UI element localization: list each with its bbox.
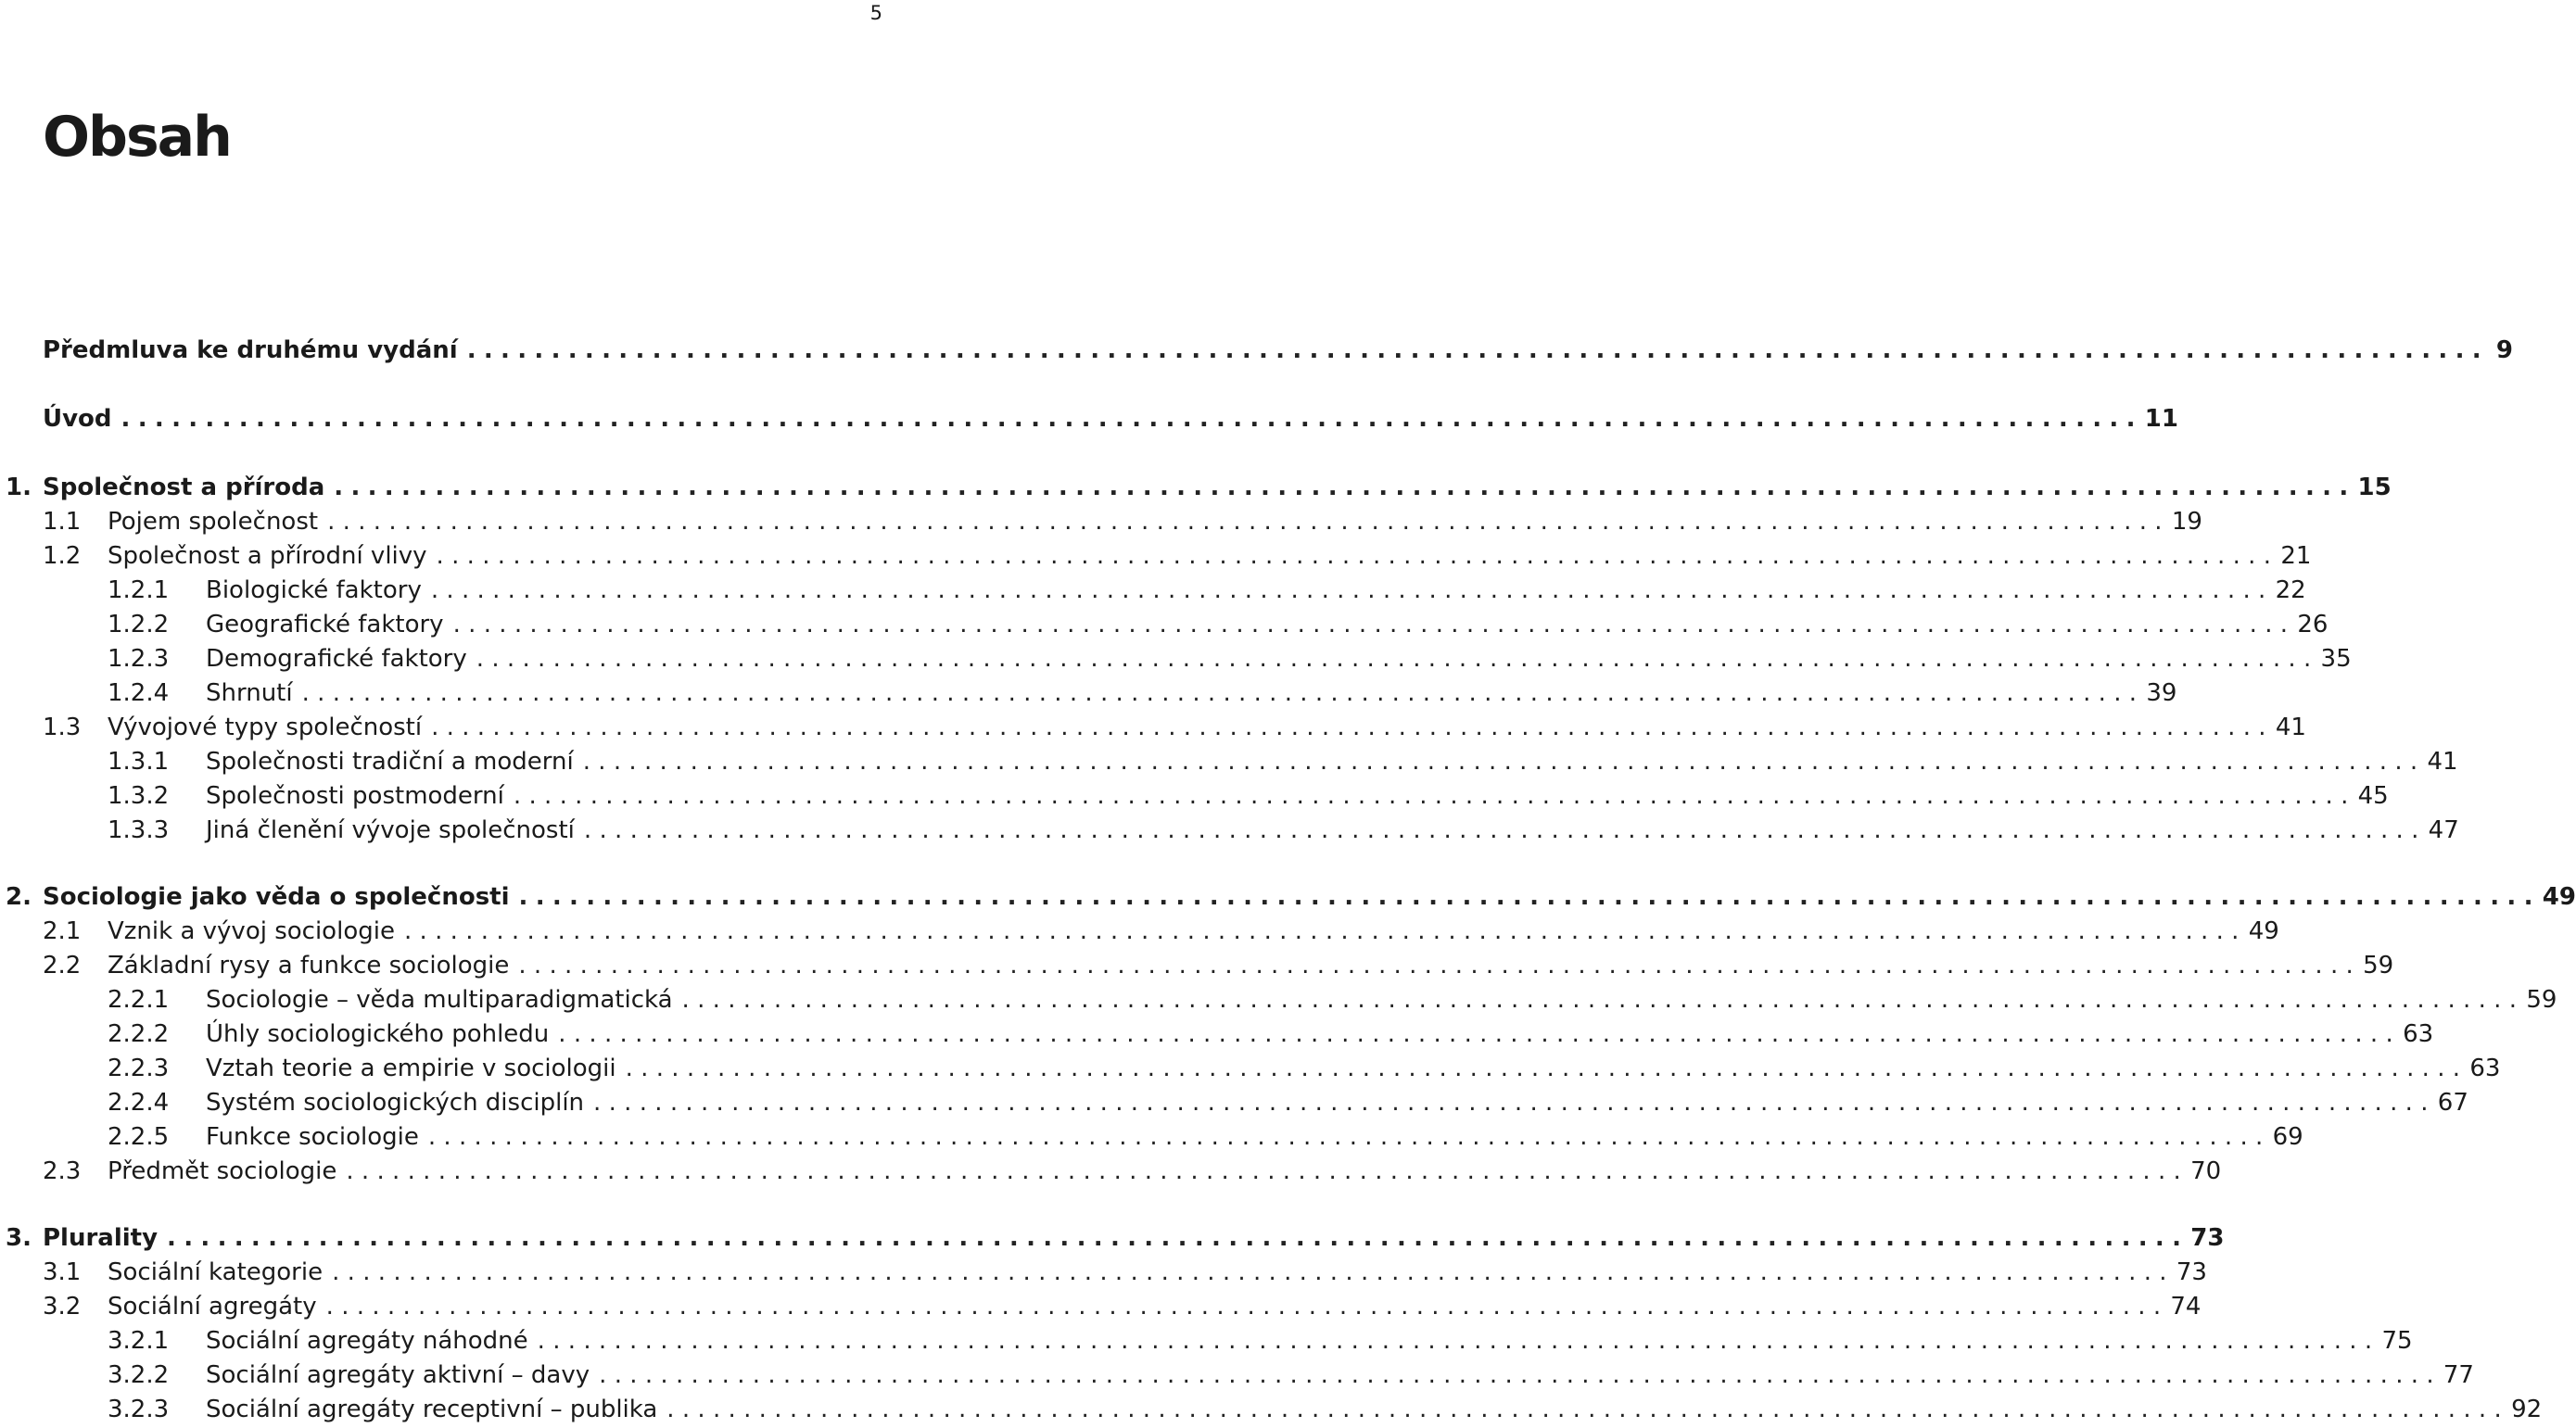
toc-entry-line xyxy=(43,471,2392,505)
toc-entry-number: 2.3 xyxy=(43,1157,82,1185)
toc-entry-line xyxy=(108,711,2306,745)
toc-entry[interactable] xyxy=(0,505,2202,539)
toc-entry-number: 1.2.4 xyxy=(108,679,170,707)
toc-entry-line xyxy=(43,402,2178,436)
toc-entry[interactable] xyxy=(0,1221,2225,1256)
toc-leader-dots: ........................................................................................................................ xyxy=(466,336,2489,364)
toc-entry-page: 39 xyxy=(2146,679,2177,707)
toc-entry[interactable] xyxy=(0,711,2306,745)
toc-entry-title: Společnosti postmoderní xyxy=(206,782,504,810)
toc-entry[interactable] xyxy=(0,1086,2468,1120)
toc-leader-dots: ........................................................................................................................ xyxy=(301,679,2145,707)
toc-entry-title: Jiná členění vývoje společností xyxy=(206,816,575,844)
toc-leader-dots: ........................................................................................................................ xyxy=(436,542,2279,570)
toc-leader-dots: ........................................................................................................................ xyxy=(513,782,2356,810)
toc-entry-title: Geografické faktory xyxy=(206,611,444,638)
toc-entry-line xyxy=(108,539,2312,574)
toc-entry-line xyxy=(206,745,2458,779)
toc-leader-dots: ........................................................................................................................ xyxy=(583,816,2427,844)
toc-entry-page: 92 xyxy=(2511,1396,2543,1423)
toc-entry-number: 1.2.2 xyxy=(108,611,170,638)
toc-entry-number: 1.3.2 xyxy=(108,782,170,810)
toc-entry-number: 1.3.3 xyxy=(108,816,170,844)
toc-entry-page: 41 xyxy=(2275,714,2306,741)
toc-entry-line xyxy=(206,608,2329,642)
toc-entry[interactable] xyxy=(0,539,2312,574)
toc-entry[interactable] xyxy=(0,745,2458,779)
page-title: Obsah xyxy=(43,105,231,170)
toc-entry-title: Vývojové typy společností xyxy=(108,714,423,741)
toc-entry-number: 3.2.1 xyxy=(108,1327,170,1355)
toc-entry-page: 69 xyxy=(2272,1123,2303,1151)
toc-leader-dots: ........................................................................................................................ xyxy=(625,1055,2468,1082)
toc-entry-page: 73 xyxy=(2190,1224,2225,1252)
toc-entry-number: 2.1 xyxy=(43,917,82,945)
toc-entry[interactable] xyxy=(0,1017,2434,1052)
toc-entry[interactable] xyxy=(0,949,2394,983)
toc-entry-line xyxy=(206,983,2557,1017)
toc-leader-dots: ........................................................................................................................ xyxy=(452,611,2296,638)
toc-entry[interactable] xyxy=(0,1256,2207,1290)
toc-entry-number: 1.1 xyxy=(43,508,82,536)
toc-entry-page: 59 xyxy=(2526,986,2557,1014)
toc-entry-page: 21 xyxy=(2280,542,2312,570)
toc-entry-page: 75 xyxy=(2381,1327,2413,1355)
toc-leader-dots: ........................................................................................................................ xyxy=(327,508,2170,536)
toc-entry-number: 2.2.1 xyxy=(108,986,170,1014)
toc-entry-number: 2.2.2 xyxy=(108,1020,170,1048)
toc-entry-number: 1.3.1 xyxy=(108,748,170,776)
toc-entry[interactable] xyxy=(0,574,2306,608)
toc-entry-line xyxy=(43,880,2576,915)
toc-entry-number: 3.2.3 xyxy=(108,1396,170,1423)
toc-leader-dots: ........................................................................................................................ xyxy=(334,474,2356,501)
toc-leader-dots: ........................................................................................................................ xyxy=(431,714,2274,741)
toc-entry-line xyxy=(206,1324,2413,1358)
toc-entry-number: 2.2 xyxy=(43,952,82,979)
toc-leader-dots: ........................................................................................................................ xyxy=(518,952,2362,979)
toc-entry[interactable] xyxy=(0,642,2352,676)
toc-entry-page: 63 xyxy=(2469,1055,2501,1082)
toc-entry-page: 49 xyxy=(2542,883,2576,911)
toc-entry-line xyxy=(43,1221,2225,1256)
toc-entry-page: 59 xyxy=(2363,952,2394,979)
toc-entry-line xyxy=(108,1256,2207,1290)
toc-leader-dots: ........................................................................................................................ xyxy=(325,1293,2169,1321)
toc-entry-number: 2.2.3 xyxy=(108,1055,170,1082)
toc-entry-title: Sociologie jako věda o společnosti xyxy=(43,883,510,911)
toc-entry-title: Sociologie – věda multiparadigmatická xyxy=(206,986,673,1014)
toc-entry-page: 73 xyxy=(2176,1258,2207,1286)
toc-entry-title: Vznik a vývoj sociologie xyxy=(108,917,395,945)
toc-leader-dots: ........................................................................................................................ xyxy=(167,1224,2189,1252)
toc-entry-page: 67 xyxy=(2437,1089,2468,1117)
toc-entry-title: Společnosti tradiční a moderní xyxy=(206,748,574,776)
toc-entry-page: 45 xyxy=(2357,782,2389,810)
toc-entry[interactable] xyxy=(0,1290,2202,1324)
toc-leader-dots: ........................................................................................................................ xyxy=(121,405,2143,433)
toc-entry-line xyxy=(108,505,2202,539)
toc-entry-title: Funkce sociologie xyxy=(206,1123,419,1151)
toc-entry-number: 1.2 xyxy=(43,542,82,570)
toc-entry-page: 70 xyxy=(2190,1157,2222,1185)
toc-entry[interactable] xyxy=(0,402,2178,436)
toc-entry-line xyxy=(206,1017,2434,1052)
toc-entry-number: 1. xyxy=(6,474,32,501)
toc-entry-title: Sociální agregáty aktivní – davy xyxy=(206,1361,590,1389)
toc-entry-page: 11 xyxy=(2144,405,2178,433)
toc-entry-title: Sociální agregáty receptivní – publika xyxy=(206,1396,658,1423)
toc-entry[interactable] xyxy=(0,1155,2222,1189)
toc-entry-number: 3.2 xyxy=(43,1293,82,1321)
toc-entry-title: Biologické faktory xyxy=(206,576,422,604)
toc-entry[interactable] xyxy=(0,915,2279,949)
toc-entry-line xyxy=(206,1120,2303,1155)
toc-leader-dots: ........................................................................................................................ xyxy=(518,883,2541,911)
toc-entry-line xyxy=(206,1086,2468,1120)
toc-leader-dots: ........................................................................................................................ xyxy=(599,1361,2442,1389)
toc-entry[interactable] xyxy=(0,334,2513,368)
toc-entry-title: Předmluva ke druhému vydání xyxy=(43,336,458,364)
toc-leader-dots: ........................................................................................................................ xyxy=(427,1123,2271,1151)
toc-leader-dots: ........................................................................................................................ xyxy=(537,1327,2380,1355)
toc-entry-page: 19 xyxy=(2171,508,2202,536)
toc-leader-dots: ........................................................................................................................ xyxy=(476,645,2319,673)
toc-entry-page: 63 xyxy=(2403,1020,2434,1048)
toc-entry-line xyxy=(206,676,2177,711)
toc-entry-number: 2.2.5 xyxy=(108,1123,170,1151)
toc-leader-dots: ........................................................................................................................ xyxy=(430,576,2274,604)
toc-entry-line xyxy=(206,642,2352,676)
toc-entry-page: 26 xyxy=(2297,611,2329,638)
toc-entry-number: 1.2.1 xyxy=(108,576,170,604)
toc-entry-title: Vztah teorie a empirie v sociologii xyxy=(206,1055,616,1082)
toc-entry[interactable] xyxy=(0,1120,2303,1155)
toc-entry-page: 15 xyxy=(2357,474,2392,501)
toc-entry-page: 22 xyxy=(2275,576,2306,604)
page-number: 5 xyxy=(869,2,882,24)
toc-entry-title: Předmět sociologie xyxy=(108,1157,337,1185)
toc-entry-title: Sociální agregáty náhodné xyxy=(206,1327,528,1355)
toc-entry-number: 1.3 xyxy=(43,714,82,741)
toc-entry-line xyxy=(108,1290,2202,1324)
toc-entry[interactable] xyxy=(0,814,2459,848)
toc-entry[interactable] xyxy=(0,608,2329,642)
toc-entry-page: 35 xyxy=(2320,645,2352,673)
toc-entry-number: 3. xyxy=(6,1224,32,1252)
toc-entry-title: Sociální kategorie xyxy=(108,1258,324,1286)
toc-entry[interactable] xyxy=(0,779,2389,814)
toc-leader-dots: ........................................................................................................................ xyxy=(681,986,2525,1014)
toc-entry[interactable] xyxy=(0,676,2177,711)
toc-entry-title: Shrnutí xyxy=(206,679,293,707)
toc-entry-line xyxy=(206,779,2389,814)
toc-entry-line xyxy=(206,1393,2543,1427)
toc-entry-title: Systém sociologických disciplín xyxy=(206,1089,585,1117)
toc-entry-line xyxy=(108,1155,2222,1189)
toc-entry[interactable] xyxy=(0,1052,2501,1086)
toc-entry-line xyxy=(206,574,2306,608)
toc-entry-number: 2. xyxy=(6,883,32,911)
toc-entry-line xyxy=(206,1052,2501,1086)
toc-entry-title: Základní rysy a funkce sociologie xyxy=(108,952,510,979)
toc-leader-dots: ........................................................................................................................ xyxy=(332,1258,2175,1286)
toc-entry-line xyxy=(108,915,2279,949)
toc-entry[interactable] xyxy=(0,1393,2543,1427)
toc-entry-title: Plurality xyxy=(43,1224,159,1252)
toc-entry[interactable] xyxy=(0,983,2557,1017)
toc-entry-page: 47 xyxy=(2428,816,2459,844)
toc-entry-page: 49 xyxy=(2248,917,2279,945)
toc-entry-number: 3.1 xyxy=(43,1258,82,1286)
toc-entry[interactable] xyxy=(0,471,2392,505)
toc-entry-line xyxy=(206,814,2459,848)
toc-entry-title: Demografické faktory xyxy=(206,645,467,673)
toc-entry-page: 9 xyxy=(2495,336,2513,364)
toc-entry-number: 1.2.3 xyxy=(108,645,170,673)
toc-leader-dots: ........................................................................................................................ xyxy=(582,748,2426,776)
toc-entry-title: Společnost a přírodní vlivy xyxy=(108,542,427,570)
toc-entry-page: 77 xyxy=(2443,1361,2474,1389)
toc-entry-line xyxy=(206,1358,2474,1393)
toc-entry-line xyxy=(108,949,2394,983)
toc-entry[interactable] xyxy=(0,1358,2474,1393)
toc-leader-dots: ........................................................................................................................ xyxy=(666,1396,2510,1423)
toc-leader-dots: ........................................................................................................................ xyxy=(346,1157,2189,1185)
toc-entry-title: Úvod xyxy=(43,405,112,433)
toc-entry[interactable] xyxy=(0,880,2576,915)
toc-entry[interactable] xyxy=(0,1324,2413,1358)
toc-entry-title: Úhly sociologického pohledu xyxy=(206,1020,550,1048)
toc-leader-dots: ........................................................................................................................ xyxy=(558,1020,2402,1048)
toc-entry-page: 74 xyxy=(2170,1293,2202,1321)
toc-entry-number: 3.2.2 xyxy=(108,1361,170,1389)
toc-leader-dots: ........................................................................................................................ xyxy=(403,917,2247,945)
toc-entry-page: 41 xyxy=(2427,748,2458,776)
toc-entry-title: Společnost a příroda xyxy=(43,474,325,501)
toc-entry-title: Sociální agregáty xyxy=(108,1293,317,1321)
toc-entry-title: Pojem společnost xyxy=(108,508,319,536)
toc-leader-dots: ........................................................................................................................ xyxy=(593,1089,2436,1117)
toc-entry-number: 2.2.4 xyxy=(108,1089,170,1117)
toc-entry-line xyxy=(43,334,2513,368)
